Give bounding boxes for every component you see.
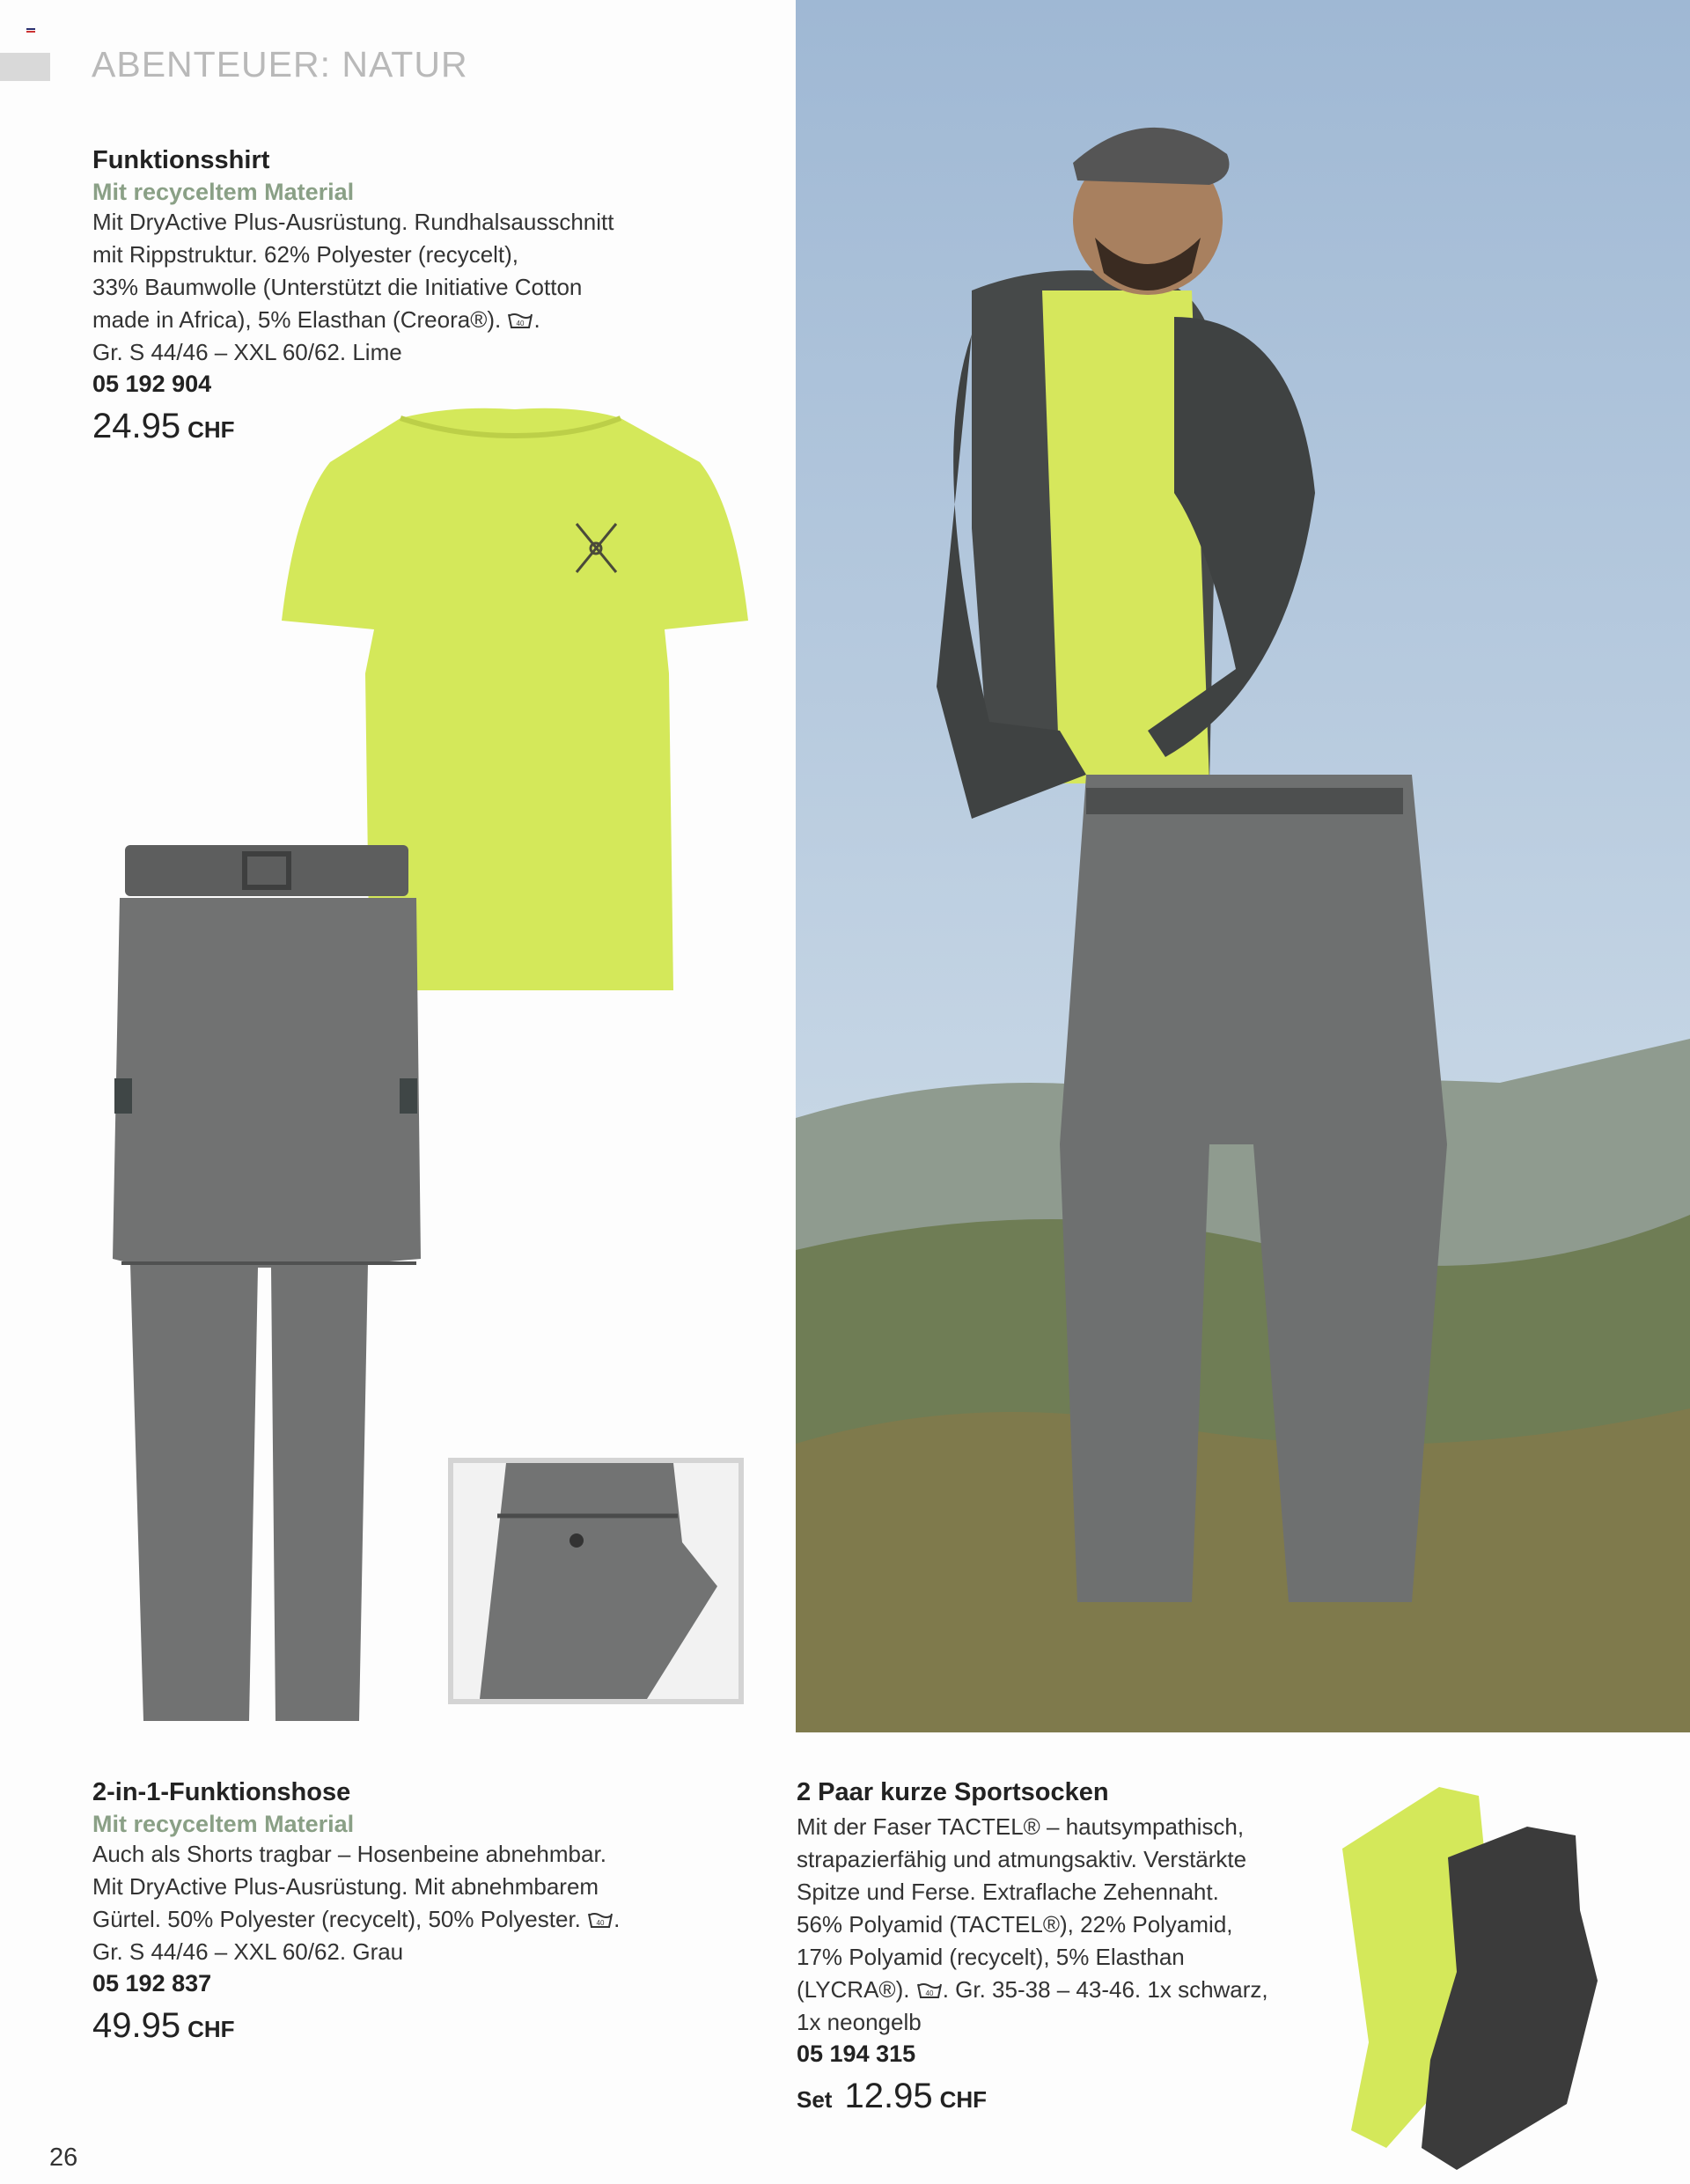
wash-40-icon xyxy=(507,311,533,330)
price: Set 12.95 CHF xyxy=(797,2077,988,2115)
wash-40-icon xyxy=(916,1981,943,2000)
product-description: Mit der Faser TACTEL® – hautsympathisch, strapazierfähig und atmungsaktiv. Verstärkte Spitze und Ferse. Extraflache Zehennaht. 56% Polyamid (TACTEL®), 22% Polyamid, 17% Polyamid (recycelt), 5% Elasthan (LYCRA®). 40 . Gr. 35-38 – 43-46. 1x schwarz, 1x neongelb xyxy=(797,1813,1268,2035)
product-description: Auch als Shorts tragbar – Hosenbeine abnehmbar. Mit DryActive Plus-Ausrüstung. Mit abnehmbarem Gürtel. 50% Polyester (recycelt), 50% Polyester. 40 . Gr. S 44/46 – XXL 60/62. Grau xyxy=(92,1841,621,1965)
section-tab xyxy=(0,53,50,81)
product-subtitle: Mit recyceltem Material xyxy=(92,1811,355,1837)
socks-image xyxy=(1334,1778,1615,2183)
svg-text:40: 40 xyxy=(925,1989,934,1997)
product-socks xyxy=(797,1778,1342,2116)
pants-image xyxy=(113,836,422,1725)
svg-text:40: 40 xyxy=(517,320,525,327)
flag-icon xyxy=(26,28,35,35)
article-number: 05 192 904 xyxy=(92,371,212,397)
wash-40-icon xyxy=(587,1910,614,1930)
price: 49.95 CHF xyxy=(92,2006,235,2045)
product-description: Mit DryActive Plus-Ausrüstung. Rundhalsausschnitt mit Rippstruktur. 62% Polyester (recycelt), 33% Baumwolle (Unterstützt die Initiative Cotton made in Africa), 5% Elasthan (Creora®). 40 . Gr. S 44/46 – XXL 60/62. Lime xyxy=(92,209,614,365)
product-pants xyxy=(92,1778,726,2046)
product-title: 2-in-1-Funktionshose xyxy=(92,1778,351,1806)
hero-photo xyxy=(796,0,1690,1732)
svg-text:40: 40 xyxy=(596,1919,605,1927)
article-number: 05 194 315 xyxy=(797,2041,916,2067)
product-title: 2 Paar kurze Sportsocken xyxy=(797,1778,1109,1806)
price: 24.95 CHF xyxy=(92,407,235,445)
section-title: ABENTEUER: NATUR xyxy=(92,44,468,85)
product-subtitle: Mit recyceltem Material xyxy=(92,179,355,205)
product-title: Funktionsshirt xyxy=(92,146,270,174)
article-number: 05 192 837 xyxy=(92,1970,212,1996)
zipper-detail-image xyxy=(448,1458,744,1704)
page-number: 26 xyxy=(49,2144,78,2172)
